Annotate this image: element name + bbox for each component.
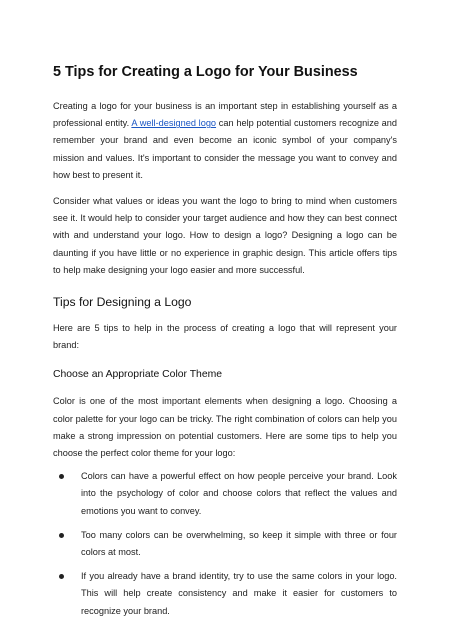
intro-text-start: Creating a logo for your business is an important step in establishing yourself as a professional entity. [53,101,397,129]
intro-text-end: can help potential customers recognize and remember your brand and even become an iconic symbol of your company's mission and values. It's important to consider the message you want to convey and how best to present it. [53,118,398,180]
document-page [53,62,397,620]
bullet-icon [59,474,64,479]
second-paragraph: Consider what values or ideas you want the logo to bring to mind when customers see it. It would help to consider your target audience and how they can best connect with and understand your logo. How to design a logo? Designing a logo can be daunting if you have little or no experience in graphic design. This article offers tips to help make designing your logo easier and more successful. [53,196,397,275]
subsection-heading: Choose an Appropriate Color Theme [53,369,223,381]
subsection-paragraph: Color is one of the most important elements when designing a logo. Choosing a color palette for your logo can be tricky. The right combination of colors can help you make a strong impression on potential customers. Here are some tips to help you choose the perfect color theme for your logo: [53,396,397,459]
section-heading: Tips for Designing a Logo [53,295,192,310]
intro-paragraph [53,98,397,184]
bullet-icon [59,533,64,538]
list-item-text: Too many colors can be overwhelming, so keep it simple with three or four colors at most. [81,529,397,558]
list-item [53,568,397,620]
document-title: 5 Tips for Creating a Logo for Your Business [53,64,358,80]
section-intro-paragraph: Here are 5 tips to help in the process of creating a logo that will represent your brand: [53,323,397,351]
list-item [53,468,397,520]
list-item [53,527,397,561]
list-item-text: Colors can have a powerful effect on how people perceive your brand. Look into the psychology of color and choose colors that reflect the values and emotions you want to convey. [81,471,397,516]
bullet-icon [59,574,64,579]
color-tips-list [53,468,397,620]
well-designed-logo-link[interactable]: A well-designed logo [131,118,217,129]
list-item-text: If you already have a brand identity, try to use the same colors in your logo. This will help create consistency and make it easier for customers to recognize your brand. [81,571,397,616]
